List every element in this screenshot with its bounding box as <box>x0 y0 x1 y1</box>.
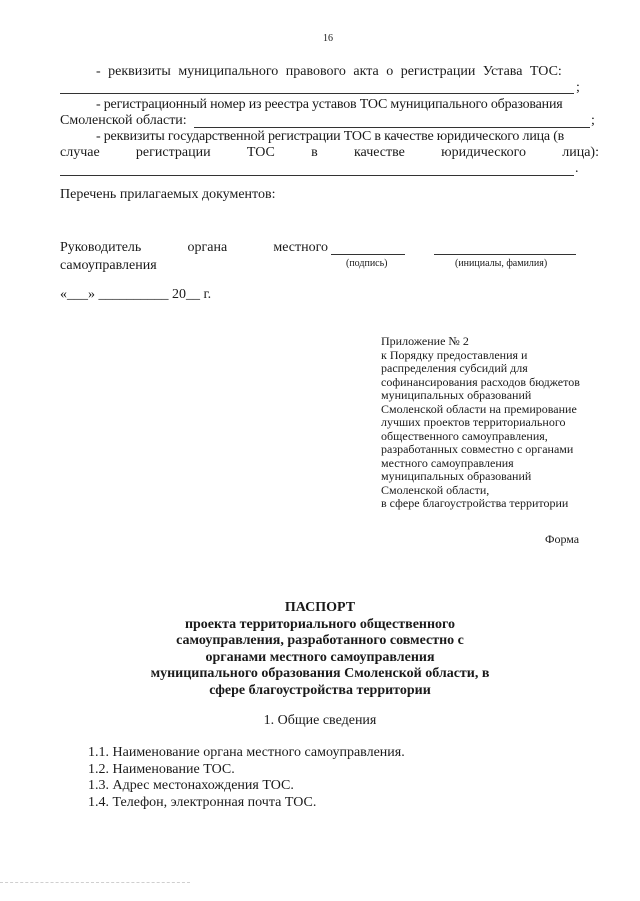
appendix-line: муниципальных образований <box>381 388 532 402</box>
appendix-line: лучших проектов территориального <box>381 415 566 429</box>
registry-number-end: ; <box>591 113 595 128</box>
word-4: в <box>311 145 318 160</box>
passport-subtitle-line: самоуправления, разработанного совместно с <box>176 633 464 648</box>
requisite-act-end: ; <box>576 80 580 95</box>
passport-subtitle-line: сфере благоустройства территории <box>209 683 431 698</box>
appendix-line: софинансирования расходов бюджетов <box>381 374 580 389</box>
registry-number-underline <box>194 127 590 128</box>
signature-role-line-2: самоуправления <box>60 258 157 273</box>
state-registration-underline <box>60 175 574 176</box>
state-registration-line: - реквизиты государственной регистрации ТОС в качестве юридического лица (в <box>96 129 565 144</box>
name-caption: (инициалы, фамилия) <box>455 258 548 269</box>
appendix-line: Приложение № 2 <box>381 334 469 348</box>
scan-artifact-line <box>0 882 190 883</box>
form-label: Форма <box>545 532 580 546</box>
page-number: 16 <box>323 33 333 44</box>
word-1: случае <box>60 145 100 160</box>
signature-caption: (подпись) <box>346 258 388 269</box>
appendix-line: общественного самоуправления, <box>381 428 548 443</box>
state-registration-case-line <box>60 145 599 161</box>
passport-subtitle-line: проекта территориального общественного <box>184 617 456 632</box>
date-line: «___» __________ 20__ г. <box>60 287 212 302</box>
section-item: 1.3. Адрес местонахождения ТОС. <box>88 778 294 793</box>
section-item: 1.2. Наименование ТОС. <box>88 762 235 777</box>
word-5: качестве <box>353 145 405 160</box>
appendix-line: разработанных совместно с органами <box>381 442 574 456</box>
appendix-line: Смоленской области на премирование <box>381 401 577 416</box>
requisite-act-underline <box>60 93 574 94</box>
appendix-line: Смоленской области, <box>381 482 490 497</box>
section-item: 1.4. Телефон, электронная почта ТОС. <box>88 795 317 810</box>
appendix-block <box>381 335 580 511</box>
requisite-act-text: - реквизиты муниципального правового акта о регистрации Устава ТОС: <box>96 64 562 79</box>
name-underline <box>434 254 576 255</box>
section-item: 1.1. Наименование органа местного самоуправления. <box>88 745 405 760</box>
state-registration-end: . <box>575 161 579 176</box>
word-2: регистрации <box>135 145 211 160</box>
passport-title: ПАСПОРТ <box>284 600 356 615</box>
registry-number-line: - регистрационный номер из реестра уставов ТОС муниципального образования <box>96 97 563 112</box>
signature-word-3: местного <box>273 240 328 255</box>
section-heading: 1. Общие сведения <box>263 713 377 728</box>
documents-list-label: Перечень прилагаемых документов: <box>60 187 276 202</box>
appendix-line: местного самоуправления <box>381 455 514 470</box>
requisite-act-line <box>96 64 598 80</box>
passport-subtitle-line: муниципального образования Смоленской области, в <box>150 666 490 681</box>
passport-subtitle-line: органами местного самоуправления <box>205 650 435 665</box>
word-7: лица): <box>562 145 599 160</box>
signature-role-line <box>60 240 328 256</box>
signature-word-2: органа <box>187 240 228 255</box>
signature-word-1: Руководитель <box>60 240 142 255</box>
appendix-line: в сфере благоустройства территории <box>381 496 569 510</box>
appendix-line: к Порядку предоставления и <box>381 347 528 362</box>
region-label: Смоленской области: <box>60 113 187 128</box>
word-3: ТОС <box>246 145 275 160</box>
word-6: юридического <box>441 145 526 160</box>
appendix-line: муниципальных образований <box>381 469 532 483</box>
appendix-line: распределения субсидий для <box>381 361 528 375</box>
signature-underline <box>331 254 405 255</box>
